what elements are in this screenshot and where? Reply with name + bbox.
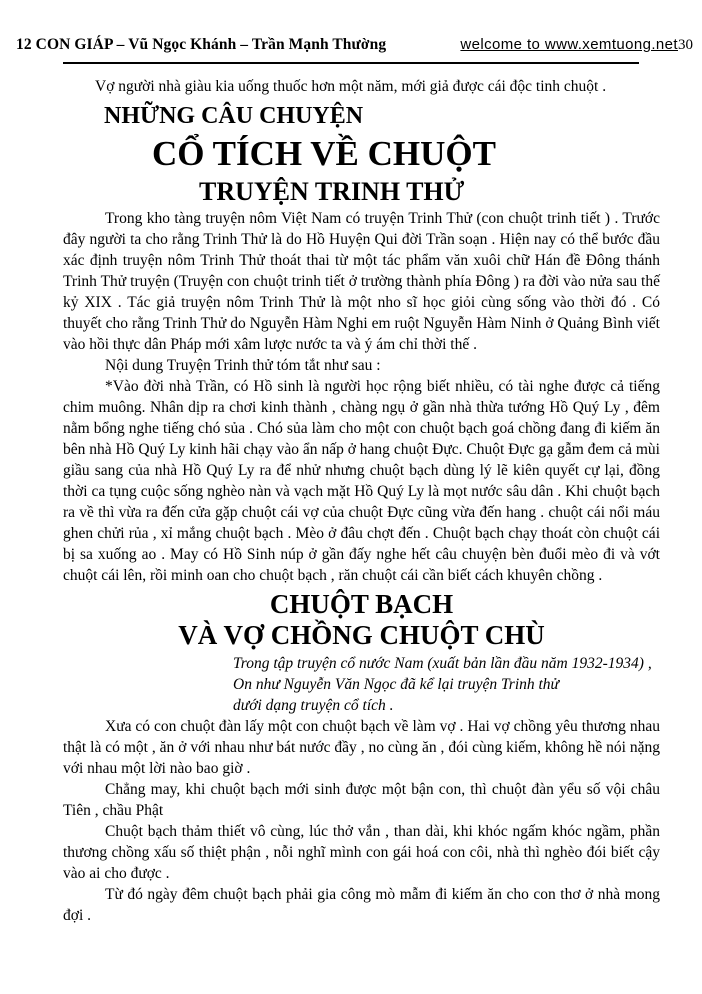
section-heading (63, 589, 660, 651)
book-title: 12 CON GIÁP – Vũ Ngọc Khánh – Trần Mạnh Thường (16, 36, 387, 53)
story-paragraph-3: Chuột bạch thảm thiết vô cùng, lúc thở vắn , than dài, khi khóc ngấm khóc ngầm, phần thương chồng xấu số thiệt phận , nỗi nghĩ mình con gái hoá con côi, nhà thì nghèo đói biết cậy vào ai cho được . (63, 823, 660, 882)
story-title (63, 101, 660, 208)
section-heading-line-2: VÀ VỢ CHỒNG CHUỘT CHÙ (178, 620, 545, 650)
header-right (460, 36, 693, 54)
section-heading-line-1: CHUỘT BẠCH (269, 589, 454, 619)
citation-line-3: dưới dạng truyện cổ tích . (233, 697, 394, 714)
story-paragraph-2: Chẳng may, khi chuột bạch mới sinh được một bận con, thì chuột đàn yểu số vội châu Tiên , chầu Phật (63, 781, 660, 819)
page-header (0, 0, 702, 54)
site-link[interactable]: welcome to www.xemtuong.net (460, 36, 678, 53)
citation-block (233, 653, 660, 716)
page-content (0, 64, 702, 926)
paragraph-summary: *Vào đời nhà Trần, có Hồ sinh là người học rộng biết nhiều, có tài nghe được cả tiếng chim muông. Nhân dịp ra chơi kinh thành , chàng ngụ ở gần nhà thừa tướng Hồ Quý Ly , đêm nằm bổng nghe tiếng chó sủa . Chó sủa làm cho một con chuột bạch goá chồng đang đi kiếm ăn bên nhà Hồ Quý Ly kinh hãi chạy vào ẩn nấp ở hang chuột Đực. Chuột Đực gạ gẫm đem cả mùi giầu sang của nhà Hồ Quý Ly ra để nhử nhưng chuột bạch dùng lý lẽ kiên quyết cự lại, đồng thời ca tụng cuộc sống nghèo nàn và vạch mặt Hồ Quý Ly là mọt nước sâu dân . Khi chuột bạch ra về thì vừa ra đến cửa gặp chuột cái vợ của chuột Đực cũng vừa đến hang . chuột cái nổi máu ghen chửi rủa , xỉ mắng chuột bạch . Mèo ở đâu chợt đến . Chuột bạch chạy thoát còn chuột cái bị sa xuống ao . May có Hồ Sinh núp ở gần đấy nghe hết câu chuyện bèn đuổi mèo đi và vớt chuột cái lên, rồi minh oan cho chuột bạch , răn chuột cái cần biết cách khuyên chồng . (63, 378, 660, 584)
title-line-1: NHỮNG CÂU CHUYỆN (104, 103, 364, 129)
citation-line-2: On như Nguyễn Văn Ngọc đã kể lại truyện Trinh thử (233, 676, 560, 693)
intro-paragraph: Vợ người nhà giàu kia uống thuốc hơn một năm, mới giả được cái độc tinh chuột . (95, 78, 607, 95)
title-line-3: TRUYỆN TRINH THỬ (199, 177, 465, 206)
paragraph-summary-lead: Nội dung Truyện Trinh thử tóm tắt như sau : (105, 357, 381, 374)
paragraph-trinh-thu-origin: Trong kho tàng truyện nôm Việt Nam có truyện Trinh Thử (con chuột trinh tiết ) . Trước đây người ta cho rằng Trinh Thử là do Hồ Huyện Qui đời Trần soạn . Hiện nay có thể bước đầu xác định truyện nôm Trinh Thử thoát thai từ một tác phẩm văn xuôi chữ Hán đề Đông thánh Trinh Thử truyện (Truyện con chuột trinh tiết ở trường thành phía Đông ) ra đời vào nửa sau thế kỷ XIX . Tác giả truyện nôm Trinh Thử là một nho sĩ học giỏi cùng sống vào thời đó . Có thuyết cho rằng Trinh Thử do Nguyễn Hàm Nghi em ruột Nguyễn Hàm Ninh ở Quảng Bình viết vào hồi thực dân Pháp mới xâm lược nước ta và ý ám chỉ thời thế . (63, 210, 660, 353)
story-paragraph-4: Từ đó ngày đêm chuột bạch phải gia công mò mẫm đi kiếm ăn cho con thơ ở nhà mong đợi . (63, 886, 660, 924)
story-paragraph-1: Xưa có con chuột đàn lấy một con chuột bạch về làm vợ . Hai vợ chồng yêu thương nhau thật là có một , ăn ở với nhau như bát nước đầy , no cùng ăn , đói cùng kiếm, không hề nói nặng với nhau một lời nào bao giờ . (63, 718, 660, 777)
page-number: 30 (678, 37, 693, 53)
citation-line-1: Trong tập truyện cổ nước Nam (xuất bản lần đầu năm 1932-1934) , (233, 655, 652, 672)
title-line-2: CỔ TÍCH VỀ CHUỘT (152, 134, 496, 173)
